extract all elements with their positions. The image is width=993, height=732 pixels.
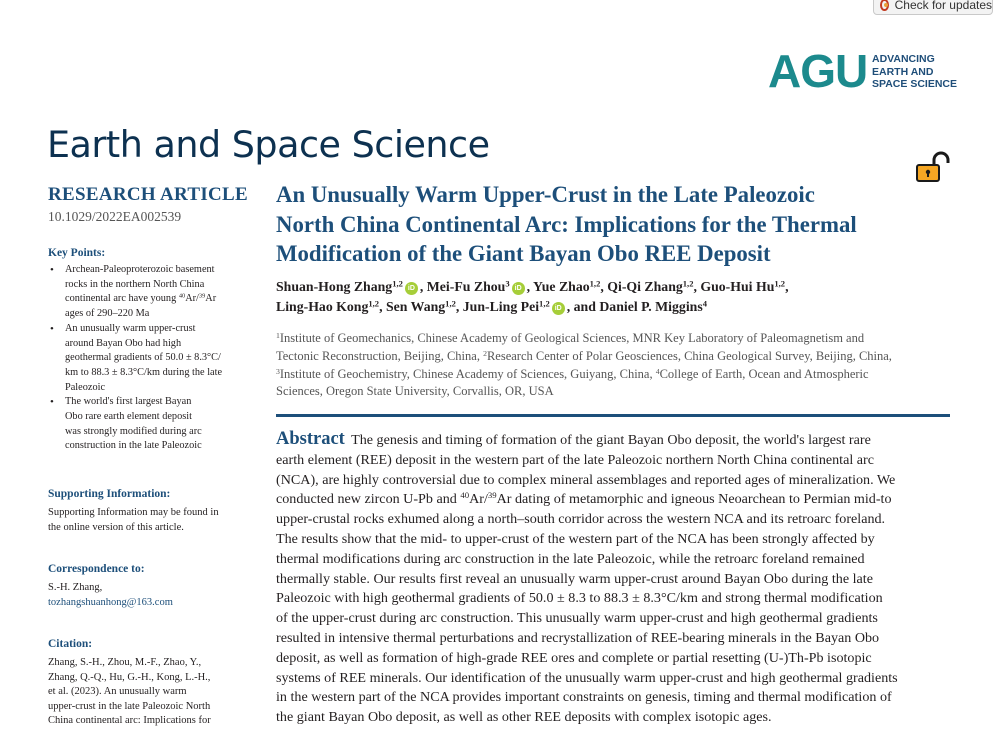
affiliation-line: Sciences, Oregon State University, Corvallis, OR, USA xyxy=(276,384,554,399)
citation-heading: Citation: xyxy=(48,638,93,650)
supporting-info-heading: Supporting Information: xyxy=(48,488,171,500)
author-affiliation-marker: 1,2 xyxy=(682,278,694,289)
abstract-line: systems of REE minerals. Our identification of the unusually warm upper-crust and high geothermal gradients xyxy=(276,669,898,686)
author-affiliation-marker: 1,2 xyxy=(539,297,550,308)
citation-text xyxy=(48,656,243,729)
key-point-line: was strongly modified during arc xyxy=(65,425,202,437)
abstract-line: upper-crustal rocks exhumed along a north–south corridor across the western NCA and its retroarc foreland. xyxy=(276,511,886,528)
key-point-line: rocks in the northern North China xyxy=(65,278,205,290)
agu-tagline xyxy=(872,53,957,91)
agu-tagline-line: EARTH AND xyxy=(872,65,934,78)
agu-tagline-line: SPACE SCIENCE xyxy=(872,78,957,90)
citation-line: China continental arc: Implications for xyxy=(48,715,211,727)
abstract xyxy=(276,430,938,728)
check-for-updates-button[interactable] xyxy=(873,0,993,15)
key-point-item xyxy=(48,322,246,396)
author-name[interactable]: Mei-Fu Zhou xyxy=(426,279,506,294)
article-title-line: Modification of the Giant Bayan Obo REE Deposit xyxy=(276,241,771,266)
key-point-line: geothermal gradients of 50.0 ± 8.3°C/ xyxy=(65,352,221,364)
article-type: RESEARCH ARTICLE xyxy=(48,184,248,205)
author-name[interactable]: Yue Zhao xyxy=(533,279,590,294)
supporting-info-line: Supporting Information may be found in xyxy=(48,507,219,518)
author-name[interactable]: Guo-Hui Hu xyxy=(700,279,775,294)
orcid-icon[interactable]: iD xyxy=(552,302,565,315)
key-point-line: continental arc have young $^{40}$Ar/$^{39}$Ar xyxy=(65,292,217,305)
citation-line: upper-crust in the late Paleozoic North xyxy=(48,700,211,712)
author-name[interactable]: Daniel P. Miggins xyxy=(599,298,703,314)
article-title-line: North China Continental Arc: Implications for the Thermal xyxy=(276,211,857,237)
citation-line: et al. (2023). An unusually warm xyxy=(48,686,187,698)
correspondence-text xyxy=(48,581,243,610)
citation-line: Zhang, S.-H., Zhou, M.-F., Zhao, Y., xyxy=(48,657,202,668)
abstract-line: Paleozoic with high geothermal gradients of 50.0 ± 8.3 to 88.3 ± 8.3°C/km and strong thermal modification xyxy=(276,590,883,607)
agu-tagline-line: ADVANCING xyxy=(872,53,935,65)
section-divider xyxy=(276,414,950,417)
abstract-line: The results show that the mid- to upper-crust of the western part of the NCA has been strongly affected by xyxy=(276,530,875,547)
key-point-line: ages of 290–220 Ma xyxy=(65,308,150,320)
author-line: Shuan-Hong Zhang$^{1,2}$iD , Mei-Fu Zhou$^3$iD , Yue Zhao$^{1,2}$, Qi-Qi Zhang$^{1,2}$, Guo-Hui Hu$^{1,2}$, xyxy=(276,278,789,294)
key-point-item xyxy=(48,263,246,322)
abstract-line: earth element (REE) deposit in the western part of the late Paleozoic northern North China continental arc xyxy=(276,451,874,468)
doi[interactable]: 10.1029/2022EA002539 xyxy=(48,209,182,224)
journal-name: Earth and Space Science xyxy=(47,123,490,166)
author-affiliation-marker: 1,2 xyxy=(774,278,786,289)
abstract-line: (NCA), are highly controversial due to complex mineral assemblages and reported ages of mineralization. We xyxy=(276,471,896,488)
author-name[interactable]: Sen Wang xyxy=(385,298,446,314)
affiliation-line: $^3$Institute of Geochemistry, Chinese Academy of Sciences, Guiyang, China, $^4$College of Earth, Ocean and Atmospheric xyxy=(276,366,869,381)
key-point-line: km to 88.3 ± 8.3°C/km during the late xyxy=(65,366,223,378)
key-point-line: • An unusually warm upper-crust xyxy=(65,322,196,334)
key-point-line: Obo rare earth element deposit xyxy=(65,411,192,423)
author-affiliation-marker: 1,2 xyxy=(392,278,403,289)
abstract-heading: Abstract xyxy=(276,429,345,449)
abstract-line: conducted new zircon U-Pb and $^{40}$Ar/$^{39}$Ar dating of metamorphic and igneous Neoarchean to Permian mid-to xyxy=(276,490,892,508)
author-list xyxy=(276,277,936,316)
correspondence-name: S.-H. Zhang, xyxy=(48,582,103,593)
key-point-line: • The world's first largest Bayan xyxy=(65,396,192,408)
key-point-line: construction in the late Paleozoic xyxy=(65,440,202,452)
abstract-line: deposit, as well as formation of high-grade REE ores and complete or partial resetting (U-)Th-Pb isotopic xyxy=(276,649,872,666)
author-affiliation-marker: 1,2 xyxy=(589,278,601,289)
abstract-line: Abstract The genesis and timing of formation of the giant Bayan Obo deposit, the world's largest rare xyxy=(276,429,871,449)
abstract-line: the giant Bayan Obo deposit, as well as other REE deposits with complex isotopic ages. xyxy=(276,709,772,726)
author-name[interactable]: Shuan-Hong Zhang xyxy=(276,279,393,294)
supporting-info-line: the online version of this article. xyxy=(48,521,184,533)
affiliation-line: $^1$Institute of Geomechanics, Chinese Academy of Geological Sciences, MNR Key Laboratory of Paleomagnetism and xyxy=(276,330,865,345)
author-affiliation-marker: 1,2 xyxy=(445,297,456,308)
agu-letters: AGU xyxy=(768,45,868,97)
affiliations xyxy=(276,330,936,401)
author-affiliation-marker: 4 xyxy=(702,297,707,308)
agu-logo xyxy=(768,45,968,97)
author-name[interactable]: Jun-Ling Pei xyxy=(462,298,540,314)
article-title xyxy=(276,180,936,269)
supporting-info-text xyxy=(48,506,243,535)
author-name[interactable]: Qi-Qi Zhang xyxy=(607,279,683,294)
article-title-line: An Unusually Warm Upper-Crust in the Late Paleozoic xyxy=(276,182,815,207)
author-affiliation-marker: 3 xyxy=(505,278,510,289)
orcid-icon[interactable]: iD xyxy=(512,282,525,295)
check-for-updates-label: Check for updates xyxy=(894,0,992,12)
abstract-line: resulted in intensive thermal perturbations and recrystallization of REE-bearing minerals in the Bayan Obo xyxy=(276,629,880,646)
abstract-line: thermal modifications during arc construction in the late Paleozoic, while the retroarc foreland remained xyxy=(276,550,865,567)
crossmark-icon xyxy=(880,0,889,11)
abstract-line: of the upper-crust during arc construction. This unusually warm upper-crust and high geothermal gradients xyxy=(276,610,878,627)
author-name[interactable]: Ling-Hao Kong xyxy=(276,298,369,314)
citation-line: Zhang, Q.-Q., Hu, G.-H., Kong, L.-H., xyxy=(48,671,211,683)
author-affiliation-marker: 1,2 xyxy=(368,297,380,308)
key-points-list xyxy=(48,263,246,454)
correspondence-heading: Correspondence to: xyxy=(48,563,145,575)
author-line: Ling-Hao Kong$^{1,2}$, Sen Wang$^{1,2}$, Jun-Ling Pei$^{1,2}$iD , and Daniel P. Miggins$^4$ xyxy=(276,297,707,314)
key-point-item xyxy=(48,395,246,454)
orcid-icon[interactable]: iD xyxy=(405,282,418,295)
key-point-line: around Bayan Obo had high xyxy=(65,337,182,349)
key-point-line: Paleozoic xyxy=(65,381,106,393)
affiliation-line: Tectonic Reconstruction, Beijing, China, $^2$Research Center of Polar Geosciences, China Geological Survey, Beijing, China, xyxy=(276,348,892,363)
abstract-line: thermally stable. Our results first reveal an unusually warm upper-crust around Bayan Obo during the late xyxy=(276,570,873,587)
key-point-line: • Archean-Paleoproterozoic basement xyxy=(65,264,215,275)
unlocked-padlock-icon xyxy=(914,152,952,182)
abstract-line: in the western part of the NCA provides important constraints on genesis, timing and thermal modification of xyxy=(276,689,892,706)
key-points-heading: Key Points: xyxy=(48,247,106,259)
correspondence-email-link[interactable]: tozhangshuanhong@163.com xyxy=(48,596,173,608)
